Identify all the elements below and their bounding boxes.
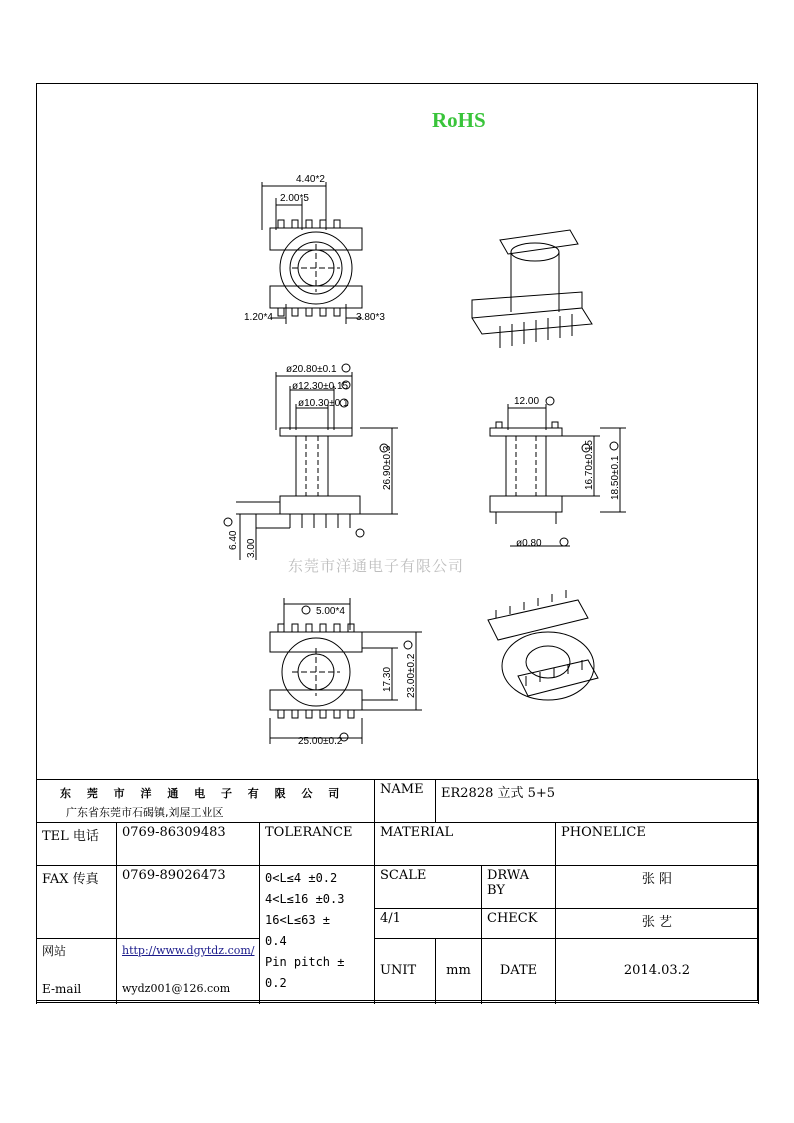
dim-front-d2: ø12.30±0.15 bbox=[292, 381, 349, 392]
dim-front-d1: ø20.80±0.1 bbox=[286, 364, 337, 375]
title-block bbox=[36, 779, 759, 1003]
drawn-by-label-2: BY bbox=[487, 883, 505, 898]
tolerance-values bbox=[260, 866, 375, 1003]
dim-front-pin-b: 3.00 bbox=[246, 538, 257, 558]
material-label: MATERIAL bbox=[375, 823, 556, 866]
email-label: E-mail bbox=[42, 982, 82, 996]
rohs-label: RoHS bbox=[432, 108, 486, 132]
dim-front-pin-a: 6.40 bbox=[228, 530, 239, 550]
dim-side-pin: ø0.80 bbox=[516, 538, 542, 549]
name-label: NAME bbox=[375, 780, 436, 823]
tolerance-line-4b: 0.2 bbox=[265, 976, 287, 990]
side-view bbox=[490, 396, 626, 549]
tolerance-line-4: Pin pitch ± bbox=[265, 955, 345, 969]
website-link[interactable]: http://www.dgytdz.com/ bbox=[122, 944, 255, 957]
dim-top-pitch: 2.00*5 bbox=[280, 193, 309, 204]
drawn-by-label-1: DRWA bbox=[487, 868, 530, 883]
top-view bbox=[244, 174, 385, 324]
email-value: wydz001@126.com bbox=[122, 982, 231, 995]
company-watermark: 东莞市洋通电子有限公司 bbox=[288, 557, 465, 575]
tolerance-line-1: 0<L≤4 ±0.2 bbox=[265, 871, 338, 885]
dim-side-h2: 18.50±0.1 bbox=[610, 455, 621, 500]
dim-top-width: 4.40*2 bbox=[296, 174, 325, 185]
dim-bottom-pitch: 5.00*4 bbox=[316, 606, 345, 617]
web-label: 网站 bbox=[42, 944, 67, 958]
company-name: 东 莞 市 洋 通 电 子 有 限 公 司 bbox=[60, 787, 346, 800]
unit-value: mm bbox=[436, 939, 482, 1003]
dim-top-spacing: 3.80*3 bbox=[356, 312, 385, 323]
check-value: 张 艺 bbox=[556, 909, 759, 939]
tolerance-label: TOLERANCE bbox=[260, 823, 375, 866]
tel-value: 0769-86309483 bbox=[117, 823, 260, 866]
dim-side-h1: 16.70±0.15 bbox=[584, 440, 595, 490]
part-name: ER2828 立式 5+5 bbox=[436, 780, 759, 823]
front-view bbox=[224, 364, 398, 560]
company-address: 广东省东莞市石碣镇,刘屋工业区 bbox=[66, 806, 224, 819]
date-value: 2014.03.2 bbox=[556, 939, 759, 1003]
web-email-values bbox=[117, 939, 260, 1003]
dim-front-d3: ø10.30±0.1 bbox=[298, 398, 349, 409]
scale-label: SCALE bbox=[375, 866, 482, 909]
iso-view-upper bbox=[472, 230, 592, 348]
drawn-by-value: 张 阳 bbox=[556, 866, 759, 909]
bottom-view bbox=[270, 598, 422, 747]
dim-bottom-h1: 17.30 bbox=[382, 666, 393, 692]
iso-view-lower bbox=[488, 590, 598, 700]
fax-label: FAX 传真 bbox=[37, 866, 117, 939]
unit-label: UNIT bbox=[375, 939, 436, 1003]
check-label: CHECK bbox=[482, 909, 556, 939]
dim-side-width: 12.00 bbox=[514, 396, 540, 407]
tolerance-line-3b: 0.4 bbox=[265, 934, 287, 948]
dim-top-pin: 1.20*4 bbox=[244, 312, 273, 323]
dim-bottom-width: 25.00±0.2 bbox=[298, 736, 343, 747]
scale-value: 4/1 bbox=[375, 909, 482, 939]
dim-bottom-h2: 23.00±0.2 bbox=[406, 653, 417, 698]
fax-value: 0769-89026473 bbox=[117, 866, 260, 939]
web-email-labels bbox=[37, 939, 117, 1003]
dim-front-height: 26.90±0.3 bbox=[382, 445, 393, 490]
tolerance-line-3: 16<L≤63 ± bbox=[265, 913, 331, 927]
tel-label: TEL 电话 bbox=[37, 823, 117, 866]
tolerance-line-2: 4<L≤16 ±0.3 bbox=[265, 892, 345, 906]
material-value: PHONELICE bbox=[556, 823, 759, 866]
date-label: DATE bbox=[482, 939, 556, 1003]
